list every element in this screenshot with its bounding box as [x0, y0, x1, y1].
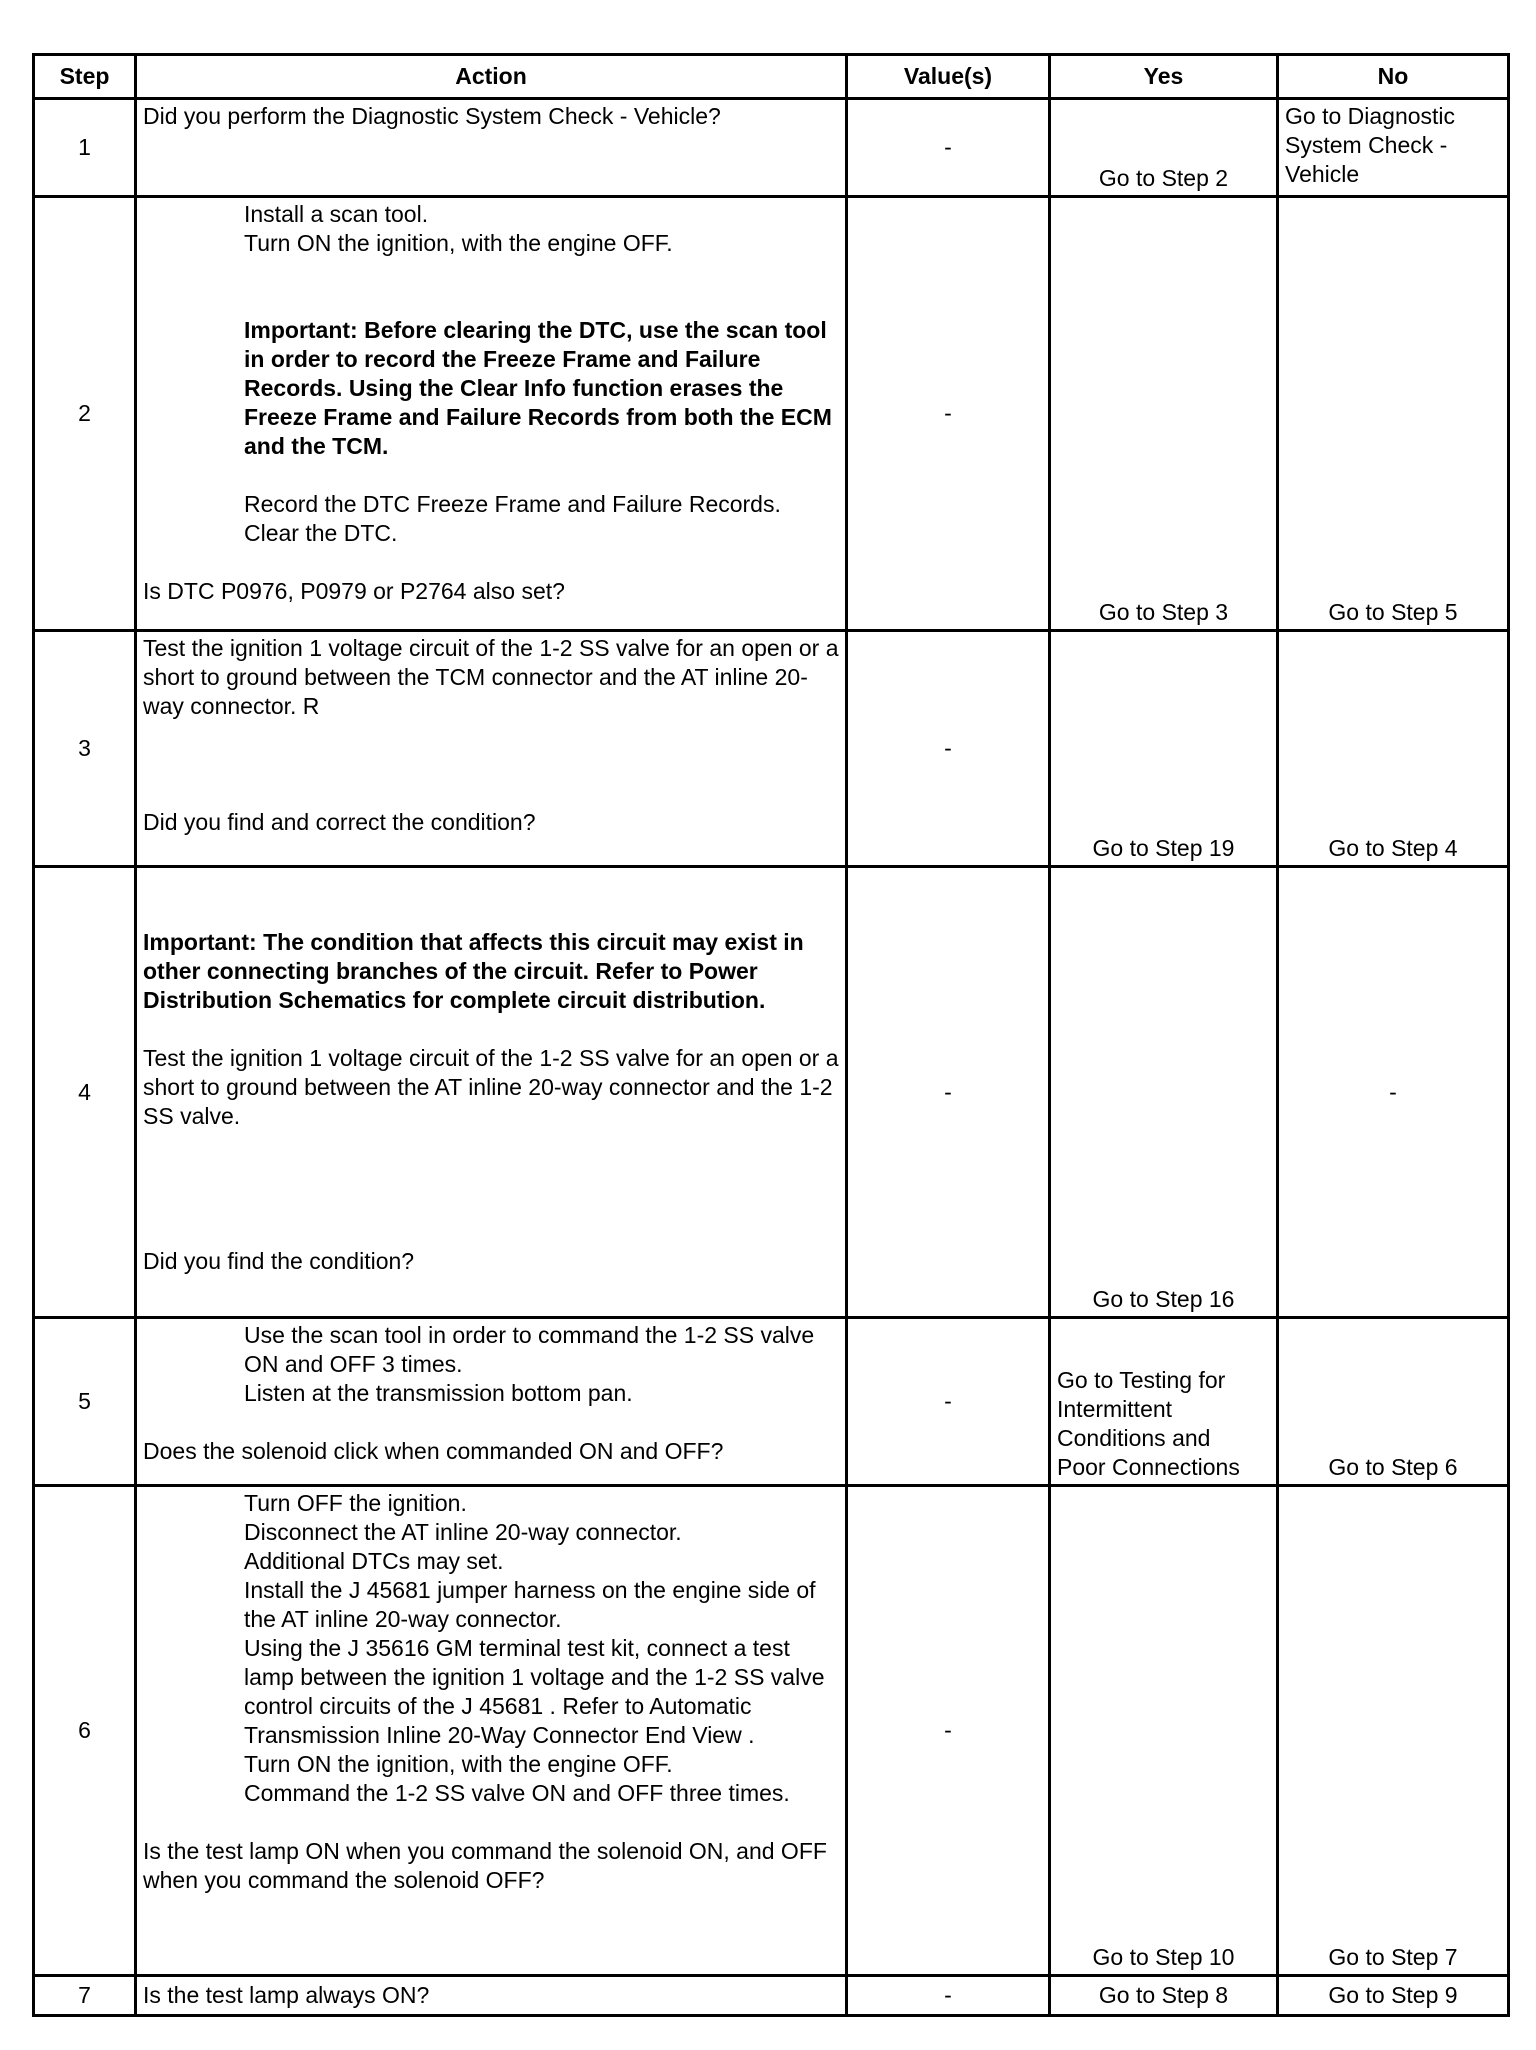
value-cell: -: [847, 1318, 1050, 1486]
action-question: Is the test lamp always ON?: [143, 1982, 430, 2008]
action-step-line: Listen at the transmission bottom pan.: [244, 1380, 633, 1406]
header-action: Action: [136, 55, 847, 99]
step-number: 7: [34, 1976, 136, 2016]
no-cell: Go to Step 4: [1278, 631, 1509, 867]
no-cell: Go to Step 9: [1278, 1976, 1509, 2016]
important-note: Important: The condition that affects this circuit may exist in other connecting branches of the circuit. Refer to Power Distribution Schematics for complete circuit distribution.: [143, 929, 804, 1013]
action-text: Test the ignition 1 voltage circuit of the 1-2 SS valve for an open or a short to ground between the AT inline 20-way connector and the 1-2 SS valve.: [143, 1045, 839, 1129]
action-question: Did you find and correct the condition?: [143, 809, 536, 835]
no-cell: Go to Step 7: [1278, 1486, 1509, 1976]
value-cell: -: [847, 197, 1050, 631]
table-row: [34, 631, 1509, 867]
action-step-line: Install the J 45681 jumper harness on the engine side of the AT inline 20-way connector.: [244, 1577, 816, 1632]
step-number: 6: [34, 1486, 136, 1976]
diagnostic-table: [32, 53, 1510, 2017]
action-step-line: Disconnect the AT inline 20-way connector.: [244, 1519, 682, 1545]
header-no: No: [1278, 55, 1509, 99]
action-question: Did you find the condition?: [143, 1248, 415, 1274]
yes-cell: Go to Step 8: [1050, 1976, 1278, 2016]
action-question: Does the solenoid click when commanded ON and OFF?: [143, 1438, 724, 1464]
action-step-line: Additional DTCs may set.: [244, 1548, 504, 1574]
header-row: [34, 55, 1509, 99]
header-values: Value(s): [847, 55, 1050, 99]
action-step-line: Turn OFF the ignition.: [244, 1490, 467, 1516]
step-number: 5: [34, 1318, 136, 1486]
action-question: Is the test lamp ON when you command the solenoid ON, and OFF when you command the solenoid OFF?: [143, 1838, 827, 1893]
action-cell: [136, 631, 847, 867]
action-step-line: Using the J 35616 GM terminal test kit, connect a test lamp between the ignition 1 voltage and the 1-2 SS valve control circuits of the J 45681 . Refer to Automatic Transmission Inline 20-Way Connector End View .: [244, 1635, 825, 1748]
action-cell: [136, 99, 847, 197]
value-cell: -: [847, 1976, 1050, 2016]
table-row: [34, 99, 1509, 197]
value-cell: -: [847, 631, 1050, 867]
table-row: [34, 197, 1509, 631]
important-note: Important: Before clearing the DTC, use the scan tool in order to record the Freeze Frame and Failure Records. Using the Clear Info function erases the Freeze Frame and Failure Records from both the ECM and the TCM.: [244, 317, 832, 459]
action-cell: [136, 1486, 847, 1976]
yes-cell: Go to Testing for Intermittent Conditions and Poor Connections: [1050, 1318, 1278, 1486]
table-row: [34, 1318, 1509, 1486]
action-step-line: Turn ON the ignition, with the engine OFF.: [244, 230, 673, 256]
step-number: 1: [34, 99, 136, 197]
no-cell: Go to Step 6: [1278, 1318, 1509, 1486]
table-row: [34, 1976, 1509, 2016]
value-cell: -: [847, 99, 1050, 197]
value-cell: -: [847, 867, 1050, 1318]
no-cell: -: [1278, 867, 1509, 1318]
action-step-line: Command the 1-2 SS valve ON and OFF three times.: [244, 1780, 790, 1806]
header-yes: Yes: [1050, 55, 1278, 99]
action-cell: [136, 867, 847, 1318]
yes-cell: Go to Step 10: [1050, 1486, 1278, 1976]
yes-cell: Go to Step 19: [1050, 631, 1278, 867]
action-question: Did you perform the Diagnostic System Check - Vehicle?: [143, 103, 721, 129]
step-number: 3: [34, 631, 136, 867]
action-question: Is DTC P0976, P0979 or P2764 also set?: [143, 578, 565, 604]
no-cell: Go to Diagnostic System Check - Vehicle: [1278, 99, 1509, 197]
step-number: 2: [34, 197, 136, 631]
table-row: [34, 1486, 1509, 1976]
yes-cell: Go to Step 3: [1050, 197, 1278, 631]
value-cell: -: [847, 1486, 1050, 1976]
action-cell: [136, 197, 847, 631]
yes-cell: Go to Step 2: [1050, 99, 1278, 197]
header-step: Step: [34, 55, 136, 99]
action-text: Test the ignition 1 voltage circuit of the 1-2 SS valve for an open or a short to ground between the TCM connector and the AT inline 20-way connector. R: [143, 635, 839, 719]
action-step-line: Turn ON the ignition, with the engine OFF.: [244, 1751, 673, 1777]
no-cell: Go to Step 5: [1278, 197, 1509, 631]
action-cell: [136, 1318, 847, 1486]
action-cell: [136, 1976, 847, 2016]
step-number: 4: [34, 867, 136, 1318]
action-step-line: Use the scan tool in order to command the 1-2 SS valve ON and OFF 3 times.: [244, 1322, 815, 1377]
table-row: [34, 867, 1509, 1318]
action-step-line: Record the DTC Freeze Frame and Failure Records.: [244, 491, 781, 517]
yes-cell: Go to Step 16: [1050, 867, 1278, 1318]
action-step-line: Clear the DTC.: [244, 520, 398, 546]
action-step-line: Install a scan tool.: [244, 201, 429, 227]
